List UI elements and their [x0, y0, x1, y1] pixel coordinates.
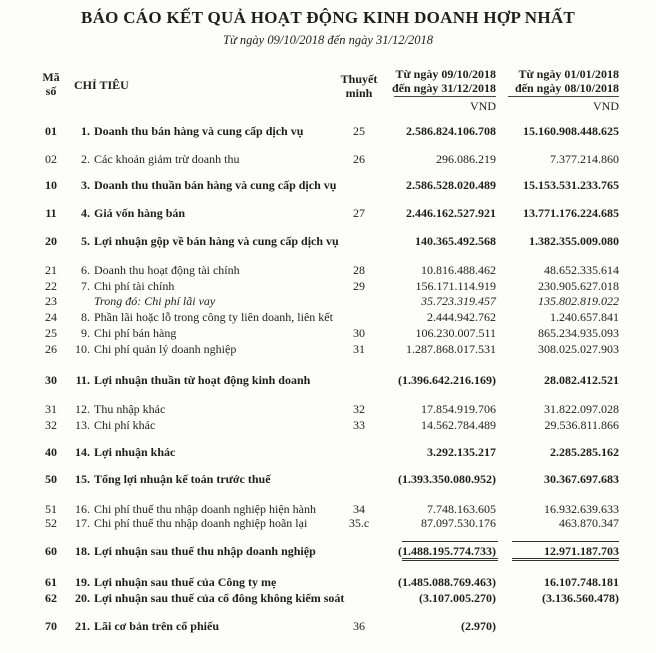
- table-row: [0, 417, 656, 433]
- row-no: 1.: [81, 124, 90, 138]
- row-v2: 12.971.187.703: [544, 544, 619, 558]
- report-title: BÁO CÁO KẾT QUẢ HOẠT ĐỘNG KINH DOANH HỢP NHẤT: [80, 8, 576, 27]
- row-note: 30: [353, 326, 365, 340]
- header-period1-rule: [394, 96, 496, 97]
- row-label: Phần lãi hoặc lỗ trong công ty liên doanh, liên kết: [94, 310, 333, 324]
- total-underline-1: [402, 541, 498, 542]
- row-v2: 463.870.347: [559, 516, 619, 530]
- row-v1: (1.488.195.774.733): [398, 544, 496, 558]
- row-code: 25: [45, 326, 57, 340]
- row-v2: 230.905.627.018: [538, 279, 619, 293]
- table-row: [0, 262, 656, 278]
- row-label: Lợi nhuận sau thuế thu nhập doanh nghiệp: [94, 544, 316, 558]
- row-code: 24: [45, 310, 57, 324]
- table-row: [0, 618, 656, 634]
- row-v1: 87.097.530.176: [421, 516, 496, 530]
- header-period2-line1: Từ ngày 01/01/2018: [518, 67, 619, 81]
- row-no: 9.: [81, 326, 90, 340]
- row-no: 3.: [81, 178, 90, 192]
- row-no: 8.: [81, 310, 90, 324]
- row-v1: 2.586.824.106.708: [406, 124, 496, 138]
- table-row: [0, 372, 656, 388]
- header-thuyet-minh-1: Thuyết: [340, 72, 378, 86]
- row-v2: 28.082.412.521: [544, 373, 619, 387]
- row-label: Chi phí bán hàng: [94, 326, 177, 340]
- row-v2: 308.025.027.903: [538, 342, 619, 356]
- row-label: Chi phí quản lý doanh nghiệp: [94, 342, 237, 356]
- header-period1-line2: đến ngày 31/12/2018: [391, 81, 496, 95]
- row-note: 36: [353, 619, 365, 633]
- row-no: 6.: [81, 263, 90, 277]
- table-row: [0, 515, 656, 531]
- table-row: [0, 233, 656, 249]
- row-v2: 7.377.214.860: [550, 152, 619, 166]
- row-code: 51: [45, 502, 57, 516]
- row-v1: (2.970): [461, 619, 496, 633]
- header-unit-2: VND: [593, 99, 619, 113]
- row-v1: 14.562.784.489: [421, 418, 496, 432]
- row-note: 35.c: [348, 516, 370, 530]
- header-thuyet-minh-2: minh: [345, 86, 373, 100]
- table-row: [0, 444, 656, 460]
- row-v1: (1.393.350.080.952): [398, 472, 496, 486]
- table-row: [0, 325, 656, 341]
- row-v2: 1.382.355.009.080: [529, 234, 619, 248]
- row-code: 30: [45, 373, 57, 387]
- row-label: Chi phí thuế thu nhập doanh nghiệp hiện hành: [94, 502, 316, 516]
- row-v1: 140.365.492.568: [415, 234, 496, 248]
- row-v2: 30.367.697.683: [544, 472, 619, 486]
- table-row: [0, 151, 656, 167]
- header-period2-rule: [508, 96, 619, 97]
- row-note: 32: [353, 402, 365, 416]
- row-v2: 48.652.335.614: [544, 263, 619, 277]
- row-note: 33: [353, 418, 365, 432]
- table-row: [0, 574, 656, 590]
- row-code: 02: [45, 152, 57, 166]
- row-v2: 865.234.935.093: [538, 326, 619, 340]
- table-row: [0, 543, 656, 559]
- row-v2: (3.136.560.478): [542, 591, 619, 605]
- row-code: 21: [45, 263, 57, 277]
- row-v2: 2.285.285.162: [550, 445, 619, 459]
- row-no: 10.: [75, 342, 90, 356]
- header-period1-line1: Từ ngày 09/10/2018: [395, 67, 496, 81]
- row-v1: 17.854.919.706: [421, 402, 496, 416]
- row-no: 12.: [75, 402, 90, 416]
- row-label: Lợi nhuận khác: [94, 445, 176, 459]
- row-no: 2.: [81, 152, 90, 166]
- row-code: 60: [45, 544, 57, 558]
- header-unit-1: VND: [470, 99, 496, 113]
- table-row: [0, 293, 656, 309]
- header-ma-so-1: Mã: [42, 70, 60, 84]
- row-label: Doanh thu bán hàng và cung cấp dịch vụ: [94, 124, 304, 138]
- row-v2: 29.536.811.866: [544, 418, 619, 432]
- header-period2-line2: đến ngày 08/10/2018: [514, 81, 619, 95]
- row-no: 14.: [75, 445, 90, 459]
- row-code: 52: [45, 516, 57, 530]
- row-v1: 296.086.219: [436, 152, 496, 166]
- header-ma-so-2: số: [45, 84, 57, 98]
- row-label: Lợi nhuận gộp về bán hàng và cung cấp dịch vụ: [94, 234, 339, 248]
- row-v1: (1.485.088.769.463): [398, 575, 496, 589]
- row-v1: 35.723.319.457: [421, 294, 496, 308]
- row-code: 10: [45, 178, 57, 192]
- row-code: 31: [45, 402, 57, 416]
- row-v1: 106.230.007.511: [415, 326, 496, 340]
- row-code: 40: [45, 445, 57, 459]
- row-no: 19.: [75, 575, 90, 589]
- row-no: 11.: [75, 373, 90, 387]
- table-row: [0, 471, 656, 487]
- row-label: Trong đó: Chi phí lãi vay: [94, 294, 216, 308]
- table-row: [0, 590, 656, 606]
- row-label: Tổng lợi nhuận kế toán trước thuế: [94, 472, 271, 486]
- row-no: 21.: [75, 619, 90, 633]
- row-label: Thu nhập khác: [94, 402, 166, 416]
- report-period: Từ ngày 09/10/2018 đến ngày 31/12/2018: [223, 33, 433, 47]
- row-v2: 15.153.531.233.765: [523, 178, 619, 192]
- row-code: 22: [45, 279, 57, 293]
- row-note: 27: [353, 206, 365, 220]
- total-double-underline-2b: [512, 560, 619, 561]
- row-v1: 10.816.488.462: [421, 263, 496, 277]
- row-label: Lợi nhuận thuần từ hoạt động kinh doanh: [94, 373, 311, 387]
- row-label: Lãi cơ bản trên cổ phiếu: [94, 619, 219, 633]
- row-label: Chi phí tài chính: [94, 279, 175, 293]
- row-v2: 135.802.819.022: [538, 294, 619, 308]
- row-v2: 16.107.748.181: [544, 575, 619, 589]
- row-note: 34: [353, 502, 365, 516]
- row-note: 29: [353, 279, 365, 293]
- row-no: 20.: [75, 591, 90, 605]
- row-no: 13.: [75, 418, 90, 432]
- row-code: 50: [45, 472, 57, 486]
- row-note: 31: [353, 342, 365, 356]
- row-no: 18.: [75, 544, 90, 558]
- row-code: 26: [45, 342, 57, 356]
- row-code: 11: [45, 206, 57, 220]
- row-no: 17.: [75, 516, 90, 530]
- row-v2: 1.240.657.841: [550, 310, 619, 324]
- row-label: Giá vốn hàng bán: [94, 206, 186, 220]
- total-double-underline-2a: [512, 558, 619, 559]
- table-row: [0, 278, 656, 294]
- row-no: 4.: [81, 206, 90, 220]
- row-label: Doanh thu hoạt động tài chính: [94, 263, 240, 277]
- row-v1: 156.171.114.919: [415, 279, 496, 293]
- row-no: 7.: [81, 279, 90, 293]
- row-label: Lợi nhuận sau thuế của Công ty mẹ: [94, 575, 277, 589]
- row-label: Doanh thu thuần bán hàng và cung cấp dịch vụ: [94, 178, 337, 192]
- total-double-underline-1b: [402, 560, 498, 561]
- row-label: Chi phí thuế thu nhập doanh nghiệp hoãn lại: [94, 516, 308, 530]
- row-v1: 3.292.135.217: [427, 445, 496, 459]
- table-row: [0, 341, 656, 357]
- row-code: 62: [45, 591, 57, 605]
- row-code: 61: [45, 575, 57, 589]
- row-v2: 16.932.639.633: [544, 502, 619, 516]
- row-label: Lợi nhuận sau thuế của cổ đông không kiểm soát: [94, 591, 345, 605]
- row-code: 70: [45, 619, 57, 633]
- row-v1: 2.444.942.762: [427, 310, 496, 324]
- row-code: 32: [45, 418, 57, 432]
- row-no: 5.: [81, 234, 90, 248]
- table-row: [0, 401, 656, 417]
- row-v1: 1.287.868.017.531: [406, 342, 496, 356]
- row-v1: (3.107.005.270): [419, 591, 496, 605]
- row-v1: (1.396.642.216.169): [398, 373, 496, 387]
- row-no: 15.: [75, 472, 90, 486]
- row-no: 16.: [75, 502, 90, 516]
- row-note: 25: [353, 124, 365, 138]
- total-underline-2: [512, 541, 619, 542]
- row-code: 23: [45, 294, 57, 308]
- table-row: [0, 205, 656, 221]
- row-v1: 2.586.528.020.489: [406, 178, 496, 192]
- row-v2: 15.160.908.448.625: [523, 124, 619, 138]
- row-v2: 31.822.097.028: [544, 402, 619, 416]
- row-note: 28: [353, 263, 365, 277]
- row-v1: 7.748.163.605: [427, 502, 496, 516]
- row-label: Các khoản giảm trừ doanh thu: [94, 152, 240, 166]
- row-label: Chi phí khác: [94, 418, 156, 432]
- table-row: [0, 123, 656, 139]
- table-row: [0, 177, 656, 193]
- row-code: 01: [45, 124, 57, 138]
- row-note: 26: [353, 152, 365, 166]
- total-double-underline-1a: [402, 558, 498, 559]
- table-row: [0, 309, 656, 325]
- header-chi-tieu: CHỈ TIÊU: [74, 78, 129, 92]
- row-code: 20: [45, 234, 57, 248]
- row-v1: 2.446.162.527.921: [406, 206, 496, 220]
- row-v2: 13.771.176.224.685: [523, 206, 619, 220]
